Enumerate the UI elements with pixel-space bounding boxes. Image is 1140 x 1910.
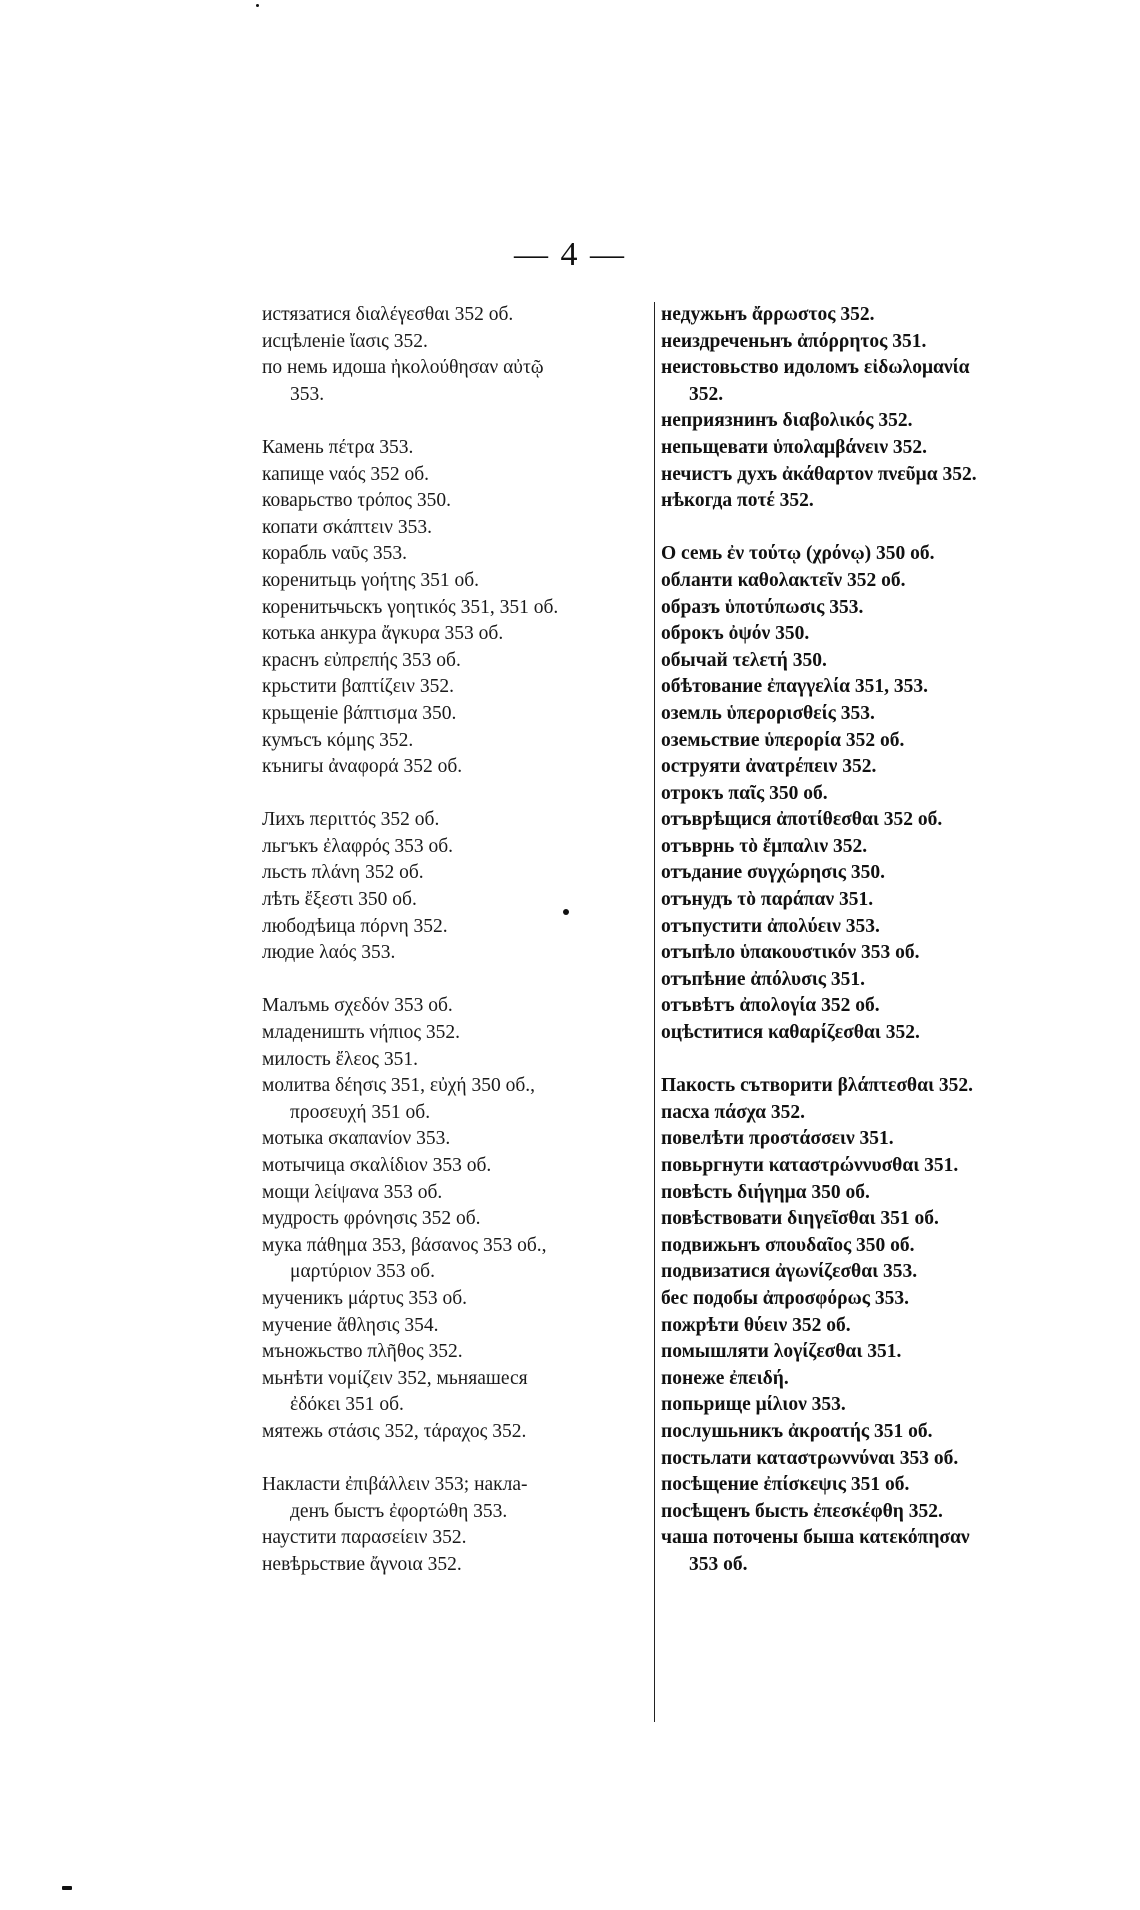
blank-line — [661, 1047, 1045, 1074]
index-entry: младеништь νήπιος 352. — [262, 1022, 461, 1044]
index-entry: мъножьство πλῆθος 352. — [262, 1341, 463, 1363]
index-entry: чаша поточены быша κατεκόπησαν — [661, 1527, 970, 1549]
index-entry: коренитьць γοήτης 351 об. — [262, 569, 479, 591]
index-entry: коварьство τρόπος 350. — [262, 490, 451, 512]
index-entry: исцѣленіе ἴασις 352. — [262, 330, 428, 352]
index-entry: отъврнь τὸ ἔμπαλιν 352. — [661, 835, 868, 857]
index-entry: повьргнути καταστρώννυσθαι 351. — [661, 1155, 959, 1176]
index-entry: отъвѣтъ ἀπολογία 352 об. — [661, 995, 880, 1017]
index-entry: Малъмь σχεδόν 353 об. — [262, 995, 453, 1017]
index-entry: μαρτύριον 353 об. — [290, 1261, 435, 1283]
index-entry: понеже ἐπειδή. — [661, 1367, 789, 1389]
index-entry: невѣрьствие ἄγνοια 352. — [262, 1553, 462, 1575]
index-entry: оцѣститися καθαρίζεσθαι 352. — [661, 1022, 920, 1044]
index-entry: мощи λείψανα 353 об. — [262, 1181, 443, 1203]
index-entry: лѣть ἔξεστι 350 об. — [262, 889, 417, 911]
blank-line — [262, 1446, 644, 1473]
index-entry: отънудъ τὸ παράπαν 351. — [661, 889, 874, 911]
index-entry: крьщеніе βάπτισμα 350. — [262, 702, 457, 724]
index-entry: капище ναός 352 об. — [262, 463, 430, 485]
index-entry: отъпѣло ὑπακουστικόν 353 об. — [661, 942, 920, 964]
index-entry: краснъ εὐπρεπής 353 об. — [262, 649, 461, 671]
index-entry: образъ ὑποτύπωσις 353. — [661, 596, 864, 618]
speck-bottom — [62, 1886, 72, 1890]
index-entry: 352. — [689, 383, 724, 405]
index-entry: пожрѣти θύειν 352 об. — [661, 1314, 851, 1336]
index-entry: пасха πάσχα 352. — [661, 1101, 806, 1123]
index-entry: подвижьнъ σπουδαῖος 350 об. — [661, 1234, 915, 1256]
index-entry: Камень πέτρα 353. — [262, 436, 414, 458]
index-entry: нечистъ духъ ἀκάθαρτον πνεῦμα 352. — [661, 463, 977, 485]
index-entry: оброкъ ὀψόν 350. — [661, 623, 810, 645]
index-entry: 353 об. — [689, 1553, 748, 1575]
index-entry: неистовьство идоломъ εἰδωλομανία — [661, 357, 970, 379]
index-entry: обланти καθολακτεῖν 352 об. — [661, 569, 906, 591]
index-entry: кумъсъ κόμης 352. — [262, 729, 414, 751]
index-entry: непьщевати ὑπολαμβάνειν 352. — [661, 436, 928, 458]
index-entry: льсть πλάνη 352 об. — [262, 862, 424, 884]
index-entry: мотыка σκαπανίον 353. — [262, 1128, 451, 1150]
index-entry: оземьствие ὑπερορία 352 об. — [661, 729, 905, 751]
left-column — [262, 302, 644, 1579]
index-entry: послушьникъ ἀκροατής 351 об. — [661, 1420, 933, 1442]
index-entry: оземль ὑπερορισθείς 353. — [661, 702, 875, 724]
index-entry: посѣщенъ бысть ἐπεσκέφθη 352. — [661, 1500, 943, 1522]
index-entry: Накласти ἐπιβάλλειν 353; накла- — [262, 1474, 528, 1496]
index-entry: кънигы ἀναφορά 352 об. — [262, 756, 463, 778]
index-entry: 353. — [290, 383, 325, 405]
index-entry: подвизатися ἀγωνίζεσθαι 353. — [661, 1261, 918, 1283]
index-entry: молитва δέησις 351, εὐχή 350 об., — [262, 1075, 536, 1097]
index-entry: обычай τελετή 350. — [661, 649, 827, 671]
index-entry: мученикъ μάρτυς 353 об. — [262, 1287, 468, 1309]
index-entry: людие λαός 353. — [262, 942, 396, 964]
index-entry: постьлати καταστρωννύναι 353 об. — [661, 1447, 959, 1469]
index-entry: мятежь στάσις 352, τάραχος 352. — [262, 1420, 527, 1442]
index-entry: повѣствовати διηγεῖσθαι 351 об. — [661, 1208, 939, 1230]
index-entry: отъпустити ἀπολύειν 353. — [661, 915, 880, 937]
index-entry: истязатися διαλέγεσθαι 352 об. — [262, 304, 514, 325]
index-entry: обѣтование ἐπαγγελία 351, 353. — [661, 676, 929, 698]
blank-line — [262, 408, 644, 435]
blank-line — [661, 515, 1045, 542]
index-entry: корабль ναῦς 353. — [262, 543, 407, 565]
index-entry: мука πάθημα 353, βάσανος 353 об., — [262, 1234, 547, 1256]
index-entry: денъ быстъ ἐφορτώθη 353. — [290, 1500, 508, 1522]
blank-line — [262, 781, 644, 808]
index-entry: О семь ἐν τούτῳ (χρόνῳ) 350 об. — [661, 543, 935, 565]
index-entry: мьнѣти νομίζειν 352, мьняашеся — [262, 1367, 528, 1389]
index-entry: отъдание συγχώρησις 350. — [661, 862, 885, 884]
index-entry: мотычица σκαλίδιον 353 об. — [262, 1155, 492, 1176]
index-entry: бес подобы ἀπροσφόρως 353. — [661, 1287, 909, 1309]
index-entry: недужьнъ ἄρρωστος 352. — [661, 304, 875, 325]
index-entry: προσευχή 351 об. — [290, 1101, 431, 1123]
index-entry: по немь идоша ἠκολούθησαν αὐτῷ — [262, 357, 544, 379]
index-entry: нѣкогда ποτέ 352. — [661, 490, 814, 512]
blank-line — [262, 967, 644, 994]
index-entry: отрокъ παῖς 350 об. — [661, 782, 828, 804]
index-entry: отъврѣщися ἀποτίθεσθαι 352 об. — [661, 809, 943, 831]
index-entry: помышляти λογίζεσθαι 351. — [661, 1341, 902, 1363]
index-entry: неиздреченьнъ ἀπόρρητος 351. — [661, 330, 927, 352]
page-number: — 4 — — [514, 236, 626, 273]
index-entry: оструяти ἀνατρέπειν 352. — [661, 756, 877, 778]
index-entry: мудрость φρόνησις 352 об. — [262, 1208, 481, 1230]
index-entry: милость ἔλεος 351. — [262, 1048, 418, 1070]
index-entry: мучение ἄθλησις 354. — [262, 1314, 439, 1336]
index-entry: посѣщение ἐπίσκεψις 351 об. — [661, 1474, 910, 1496]
index-entry: копати σκάπτειν 353. — [262, 516, 432, 538]
index-entry: крьстити βαπτίζειν 352. — [262, 676, 454, 698]
right-column — [654, 302, 1045, 1722]
index-entry: Пакость сътворити βλάπτεσθαι 352. — [661, 1075, 974, 1097]
index-entry: попьрище μίλιον 353. — [661, 1394, 846, 1416]
speck-top — [256, 4, 259, 7]
index-entry: любодѣица πόρνη 352. — [262, 915, 448, 937]
index-entry: наустити παρασείειν 352. — [262, 1527, 467, 1549]
index-entry: коренитьчьскъ γοητικός 351, 351 об. — [262, 596, 559, 618]
index-entry: котька анкура ἄγκυρα 353 об. — [262, 623, 504, 645]
index-entry: ἐδόκει 351 об. — [290, 1394, 404, 1416]
index-entry: отъпѣние ἀπόλυσις 351. — [661, 968, 865, 990]
index-entry: неприязнинъ διαβολικός 352. — [661, 410, 913, 432]
index-entry: льгъкъ ἐλαφρός 353 об. — [262, 835, 454, 857]
index-entry: повѣсть διήγημα 350 об. — [661, 1181, 870, 1203]
index-entry: Лихъ περιττός 352 об. — [262, 809, 440, 831]
index-entry: повелѣти προστάσσειν 351. — [661, 1128, 894, 1150]
